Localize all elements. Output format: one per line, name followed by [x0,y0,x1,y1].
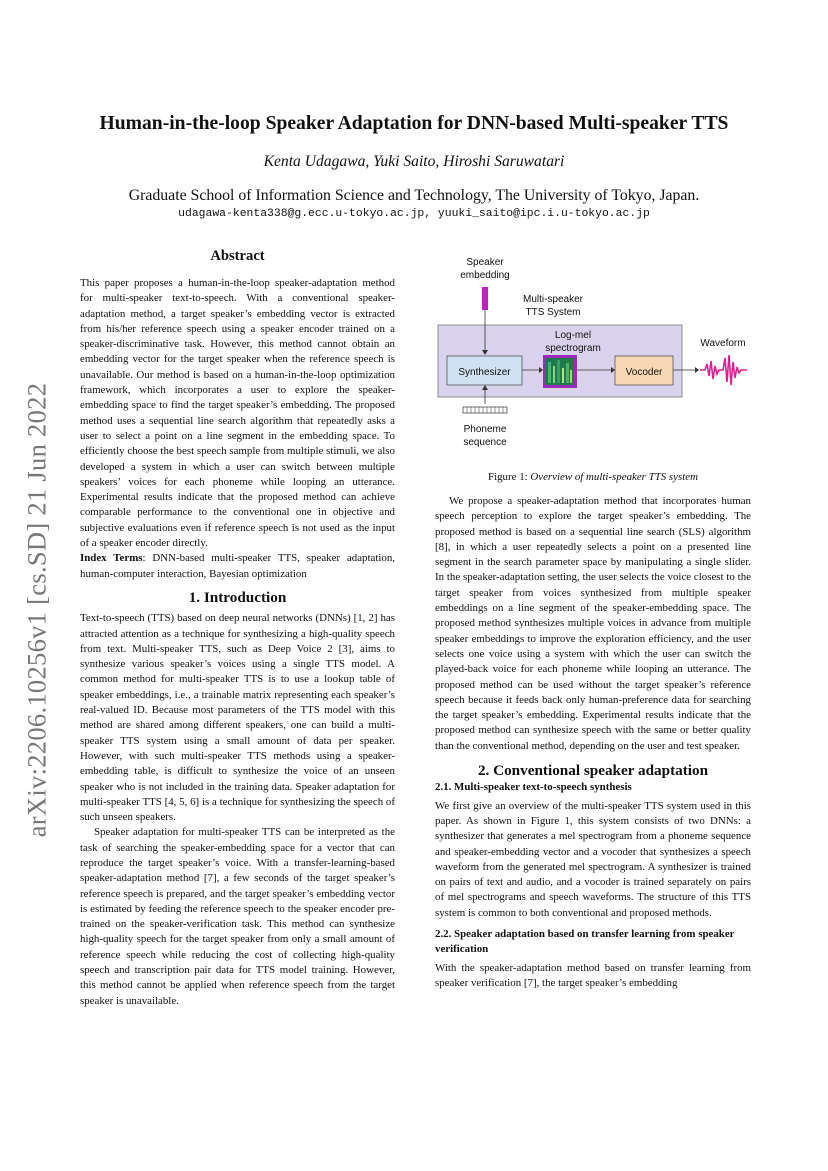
phoneme-label: Phoneme sequence [463,424,507,448]
waveform-label: Waveform [700,338,746,349]
affiliation: Graduate School of Information Science and Technology, The University of Tokyo, Japan. [128,187,700,204]
logmel-label: Log-mel spectrogram [545,330,601,354]
section-2-heading: 2. Conventional speaker adaptation [477,762,709,780]
index-terms-label: Index Terms [80,552,143,565]
tts-system-label: Multi-speaker TTS System [522,294,584,318]
synthesizer-label: Synthesizer [458,367,511,378]
left-column [80,276,395,1009]
phoneme-sequence-icon [463,407,507,413]
intro-paragraph-2: Speaker adaptation for multi-speaker TTS can be interpreted as the task of searching the speaker-embedding space for a vector that can reproduce the target speaker’s voice. With a transfer-learning-based speaker-adaptation method [7], a few seconds of the target speaker’s reference speech is prepared, and the target speaker’s embedding vector is estimated by feeding the reference speech to the speaker encoder pre-trained on the speaker-verification task. This method can synthesize high-quality speech for the target speaker from only a small amount of reference speech while reducing the cost of collecting high-quality speech and transcription pair data for TTS model training. However, this method cannot be applied when reference speech from the target speaker is unavailable. [80,826,395,1007]
section-1-heading: 1. Introduction [188,588,287,606]
authors: Kenta Udagawa, Yuki Saito, Hiroshi Saruwatari [263,153,565,170]
subsection-2-2-heading: 2.2. Speaker adaptation based on transfer learning from speaker verification [435,928,735,956]
index-terms [80,551,395,582]
speaker-embedding-bar [482,287,488,310]
intro-paragraph-1: Text-to-speech (TTS) based on deep neural networks (DNNs) [1, 2] has attracted attention as a technique for synthesizing a high-quality speech from text. Multi-speaker TTS, such as Deep Voice 2 [3], aims to synthesize various speaker’s voices using a single TTS model. A common method for multi-speaker TTS is to use a lookup table of speaker embeddings, i.e., a trainable matrix representing each speaker’s real-valued ID. Because most parameters of the TTS model with this method are shared among different speakers, one can build a multi-speaker TTS system using a small amount of data per speaker. However, with such multi-speaker TTS methods using a speaker-embedding table, is difficult to synthesize the voice of an unseen speaker who is not included in the training data. Speaker adaptation for multi-speaker TTS [4, 5, 6] is a technique for synthesizing the speech of such unseen speakers. [80,612,395,824]
emails: udagawa-kenta338@g.ecc.u-tokyo.ac.jp, yuuki_saito@ipc.i.u-tokyo.ac.jp [178,208,650,220]
section-2-1-paragraph: We first give an overview of the multi-speaker TTS system used in this paper. As shown in Figure 1, this system consists of two DNNs: a synthesizer that generates a mel spectrogram from a phoneme sequence and speaker-embedding vector and a vocoder that synthesizes a speech waveform from the generated mel spectrogram. A synthesizer is trained on pairs of text and audio, and a vocoder is trained separately on pairs of mel spectrograms and speech waveforms. The structure of this TTS system is common to both conventional and proposed methods. [435,799,751,919]
figure-1-caption: Figure 1: Overview of multi-speaker TTS system [488,471,698,483]
index-terms-text: : DNN-based multi-speaker TTS, speaker adaptation, human-computer interaction, Bayesian optimization [80,552,395,580]
speaker-embedding-label: Speaker embedding [460,257,510,281]
arxiv-stamp [22,360,52,860]
abstract-heading: Abstract [210,248,265,264]
subsection-2-1-heading: 2.1. Multi-speaker text-to-speech synthesis [435,781,632,794]
abstract-text: This paper proposes a human-in-the-loop speaker-adaptation method for multi-speaker text-to-speech. With a conventional speaker-adaptation method, a target speaker’s embedding vector is extracted from his/her reference speech using a speaker encoder trained on a speaker-discriminative task. However, this method cannot obtain an embedding vector for the target speaker when the reference speech is unavailable. Our method is based on a human-in-the-loop optimization framework, which incorporates a user to explore the speaker-embedding space to find the target speaker’s embedding. The proposed method uses a sequential line search algorithm that repeatedly asks a user to select a point on a line segment in the embedding space. To efficiently choose the best speech sample from multiple stimuli, we also developed a system in which a user can switch between multiple speakers’ voices for each phoneme while looping an utterance. Experimental results indicate that the proposed method can achieve comparable performance to the conventional one in objective and subjective evaluations even if reference speech is not used as the input of a speaker encoder directly. [80,277,395,550]
figure-1 [435,250,751,465]
paper-title: Human-in-the-loop Speaker Adaptation for DNN-based Multi-speaker TTS [99,113,729,134]
waveform-icon [700,355,747,385]
section-2-2-paragraph: With the speaker-adaptation method based on transfer learning from speaker verification [7], the target speaker’s embedding [435,961,751,989]
vocoder-label: Vocoder [625,367,663,378]
arxiv-id: arXiv:2206.10256v1 [cs.SD] 21 Jun 2022 [21,382,52,838]
right-paragraph-1: We propose a speaker-adaptation method that incorporates human speech perception to explore the target speaker’s embedding. The proposed method is based on a sequential line search (SLS) algorithm [8], in which a user repeatedly selects a point on a presented line segment in the search parameter space by manipulating a single slider. In the speaker-adaptation setting, the user selects the voice closest to the target speaker from voices synthesized from multiple speaker embeddings on a line segment of the speaker-embedding space. The proposed method synthesizes multiple voices in advance from multiple speaker embeddings to improve the exploration efficiency, and the user selects one voice using a system with which the user can switch the played-back voice for each phoneme while looping an utterance. The proposed method can be used without the target speaker’s reference speech because it feeds back only human-preference data for searching the target speaker’s embedding. Experimental results indicate that the proposed method can synthesize speech with the same or better quality than the conventional method, depending on the user and test speaker. [435,495,751,752]
right-column [435,494,751,991]
